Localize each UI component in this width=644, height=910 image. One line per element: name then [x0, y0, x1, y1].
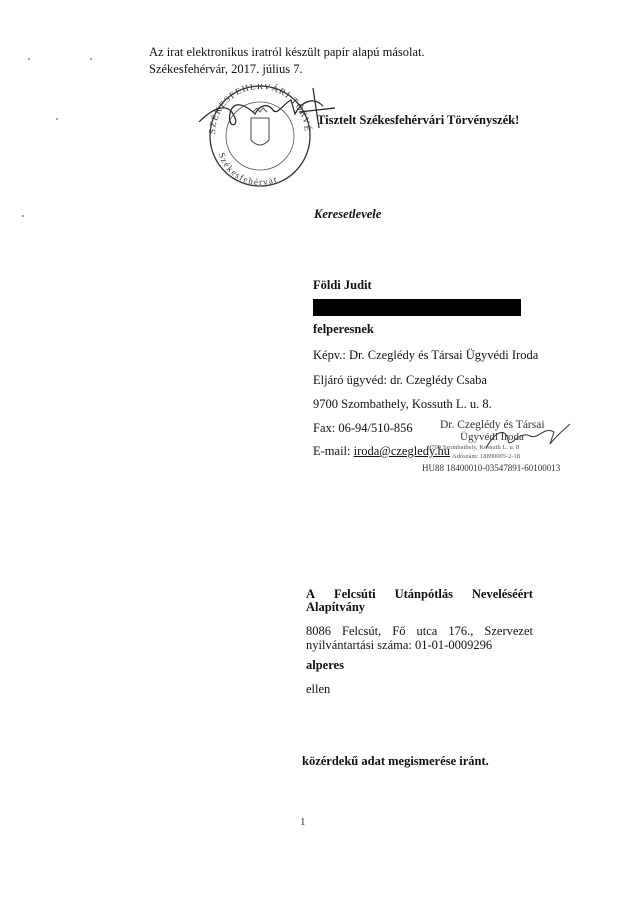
certification-line-2: Székesfehérvár, 2017. július 7.: [149, 62, 303, 76]
defendant-name-line-2: Alapítvány: [306, 600, 366, 614]
case-subject: közérdekű adat megismerése iránt.: [302, 754, 489, 768]
firm-stamp-bank-account: HU88 18400010-03547891-60100013: [422, 463, 561, 473]
defendant-address-word: Szervezet: [484, 624, 533, 638]
email-label: E-mail:: [313, 444, 354, 458]
svg-text:Székesfehérvár: [217, 151, 280, 187]
plaintiff-name: Földi Judit: [313, 278, 372, 292]
defendant-role: alperes: [306, 658, 344, 672]
scan-speck: [28, 58, 30, 60]
law-firm-stamp: [422, 418, 574, 476]
defendant-name-word: A: [306, 587, 316, 601]
firm-stamp-line-4: Adószám: 18890005-2-18: [452, 453, 521, 460]
defendant-address-word: Fő: [392, 624, 406, 638]
svg-text:SZÉKESFEHÉRVÁRI TÖRVÉNYSZÉK: [195, 84, 313, 134]
plaintiff-address: 9700 Szombathely, Kossuth L. u. 8.: [313, 397, 492, 411]
document-title: Keresetlevele: [314, 207, 382, 221]
scan-speck: [56, 118, 58, 120]
defendant-name-line-1: [306, 587, 533, 601]
stamp-arc-bottom: Székesfehérvár: [216, 151, 280, 188]
email-link[interactable]: iroda@czegledy.hu: [353, 444, 451, 458]
firm-stamp-line-2: Ügyvédi Iroda: [460, 431, 524, 443]
defendant-address-word: utca: [416, 624, 438, 638]
plaintiff-representative: Képv.: Dr. Czeglédy és Társai Ügyvédi Iroda: [313, 348, 539, 362]
certification-line-1: Az irat elektronikus iratról készült papír alapú másolat.: [149, 45, 425, 59]
firm-signature-scribble: [482, 422, 572, 452]
court-stamp: [195, 84, 335, 189]
plaintiff-role: felperesnek: [313, 322, 374, 336]
defendant-name-word: Neveléséért: [471, 587, 533, 601]
defendant-address-word: 176.,: [448, 624, 474, 638]
defendant-name-word: Utánpótlás: [394, 587, 453, 601]
defendant-registry: nyilvántartási száma: 01-01-0009296: [306, 638, 493, 652]
defendant-name-word: Felcsúti: [333, 587, 376, 601]
firm-stamp-line-3: 9700 Szombathely, Kossuth L. u. 8: [428, 444, 520, 451]
firm-stamp-line-1: Dr. Czeglédy és Társai: [440, 419, 545, 431]
scan-speck: [22, 215, 24, 217]
salutation: Tisztelt Székesfehérvári Törvényszék!: [317, 113, 520, 127]
defendant-address-word: 8086: [306, 624, 331, 638]
page-number: 1: [300, 816, 306, 828]
signature-scribble: [199, 88, 335, 128]
defendant-address-word: Felcsút,: [342, 624, 382, 638]
against-label: ellen: [306, 682, 331, 696]
scan-speck: [90, 58, 92, 60]
defendant-address-line: [306, 624, 533, 638]
plaintiff-lawyer: Eljáró ügyvéd: dr. Czeglédy Csaba: [313, 373, 487, 387]
stamp-arc-top: SZÉKESFEHÉRVÁRI TÖRVÉ: [206, 84, 314, 135]
redaction-bar: [313, 299, 521, 316]
plaintiff-fax: Fax: 06-94/510-856: [313, 421, 413, 435]
